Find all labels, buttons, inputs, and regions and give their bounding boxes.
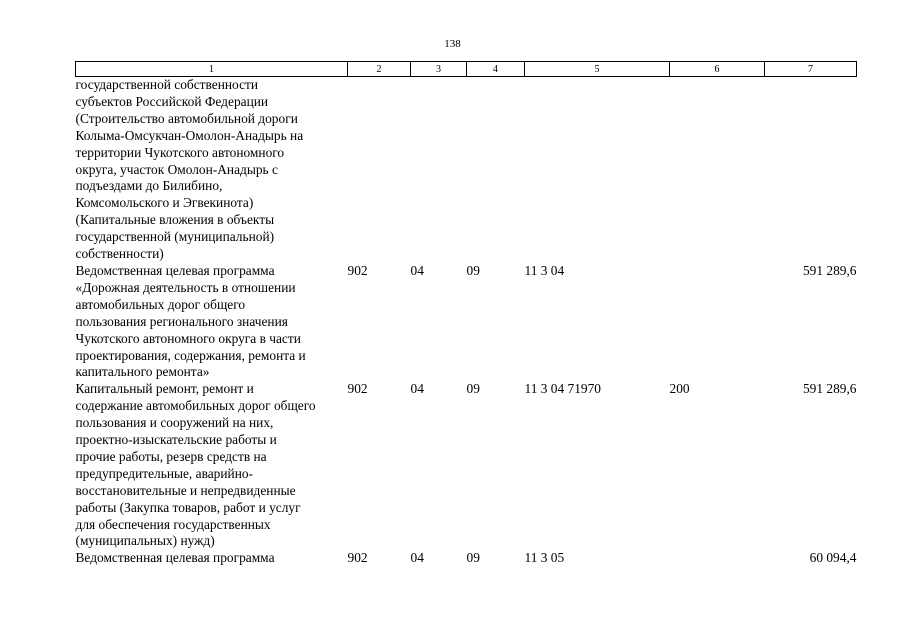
row-name-line: (Строительство автомобильной дороги (75, 110, 298, 126)
admin-code: 902 (347, 550, 368, 566)
row-name (76, 77, 348, 263)
section-code: 04 (410, 550, 424, 566)
column-header-2: 2 (348, 62, 411, 77)
row-name-line: содержание автомобильных дорог общего (75, 398, 316, 414)
row-name (76, 381, 348, 550)
row-name-line: работы (Закупка товаров, работ и услуг (75, 499, 301, 515)
column-header-7: 7 (765, 62, 857, 77)
row-name-line: государственной (муниципальной) (75, 229, 275, 245)
row-name-line: подъездами до Билибино, (75, 178, 223, 194)
row-name-line: Комсомольского и Эгвекинота) (75, 195, 254, 211)
section-code: 04 (410, 262, 424, 278)
target-article-code (525, 77, 670, 263)
row-name-line: Ведомственная целевая программа (75, 550, 275, 566)
row-name (76, 263, 348, 381)
row-name-line: проектно-изыскательские работы и (75, 432, 277, 448)
row-name-line: Колыма-Омсукчан-Омолон-Анадырь на (75, 127, 304, 143)
expense-type-code (670, 263, 765, 381)
row-name-line: Капитальный ремонт, ремонт и (75, 381, 254, 397)
row-name-line: «Дорожная деятельность в отношении (75, 279, 296, 295)
row-name-line: проектирования, содержания, ремонта и (75, 347, 306, 363)
target-article-code: 11 3 04 71970 (524, 381, 601, 397)
amount: 591 289,6 (802, 381, 857, 397)
amount: 60 094,4 (809, 550, 857, 566)
page-number: 138 (444, 38, 461, 50)
row-name (76, 550, 348, 567)
admin-code: 902 (347, 381, 368, 397)
row-name-line: прочие работы, резерв средств на (75, 448, 267, 464)
column-header-1: 1 (76, 62, 348, 77)
row-name-line: капитального ремонта» (75, 364, 210, 380)
subsection-code: 09 (466, 550, 480, 566)
row-name-line: субъектов Российской Федерации (75, 93, 269, 109)
row-name-line: предупредительные, аварийно- (75, 465, 254, 481)
header-row (76, 62, 857, 77)
row-name-line: территории Чукотского автономного (75, 144, 285, 160)
column-header-6: 6 (670, 62, 765, 77)
row-name-line: для обеспечения государственных (75, 516, 271, 532)
table-row (76, 263, 857, 381)
budget-table (75, 61, 857, 567)
row-name-line: государственной собственности (75, 77, 259, 92)
subsection-code: 09 (466, 381, 480, 397)
expense-type-code (670, 77, 765, 263)
row-name-line: автомобильных дорог общего (75, 296, 246, 312)
row-name-line: Чукотского автономного округа в части (75, 330, 301, 346)
row-name-line: (Капитальные вложения в объекты (75, 212, 275, 228)
admin-code: 902 (347, 262, 368, 278)
expense-type-code: 200 (669, 381, 690, 397)
section-code: 04 (410, 381, 424, 397)
column-header-5: 5 (525, 62, 670, 77)
table-row (76, 77, 857, 263)
row-name-line: (муниципальных) нужд) (75, 533, 215, 549)
target-article-code: 11 3 04 (524, 262, 565, 278)
row-name-line: собственности) (75, 246, 164, 262)
row-name-line: восстановительные и непредвиденные (75, 482, 296, 498)
column-header-4: 4 (467, 62, 525, 77)
amount: 591 289,6 (802, 262, 857, 278)
section-code (411, 77, 467, 263)
subsection-code: 09 (466, 262, 480, 278)
table-body (76, 77, 857, 568)
subsection-code (467, 77, 525, 263)
column-header-3: 3 (411, 62, 467, 77)
expense-type-code (670, 550, 765, 567)
row-name-line: Ведомственная целевая программа (75, 262, 275, 278)
table-row (76, 550, 857, 567)
row-name-line: пользования и сооружений на них, (75, 415, 274, 431)
row-name-line: пользования регионального значения (75, 313, 288, 329)
target-article-code: 11 3 05 (524, 550, 565, 566)
amount (765, 77, 857, 263)
admin-code (348, 77, 411, 263)
row-name-line: округа, участок Омолон-Анадырь с (75, 161, 278, 177)
table-row (76, 381, 857, 550)
